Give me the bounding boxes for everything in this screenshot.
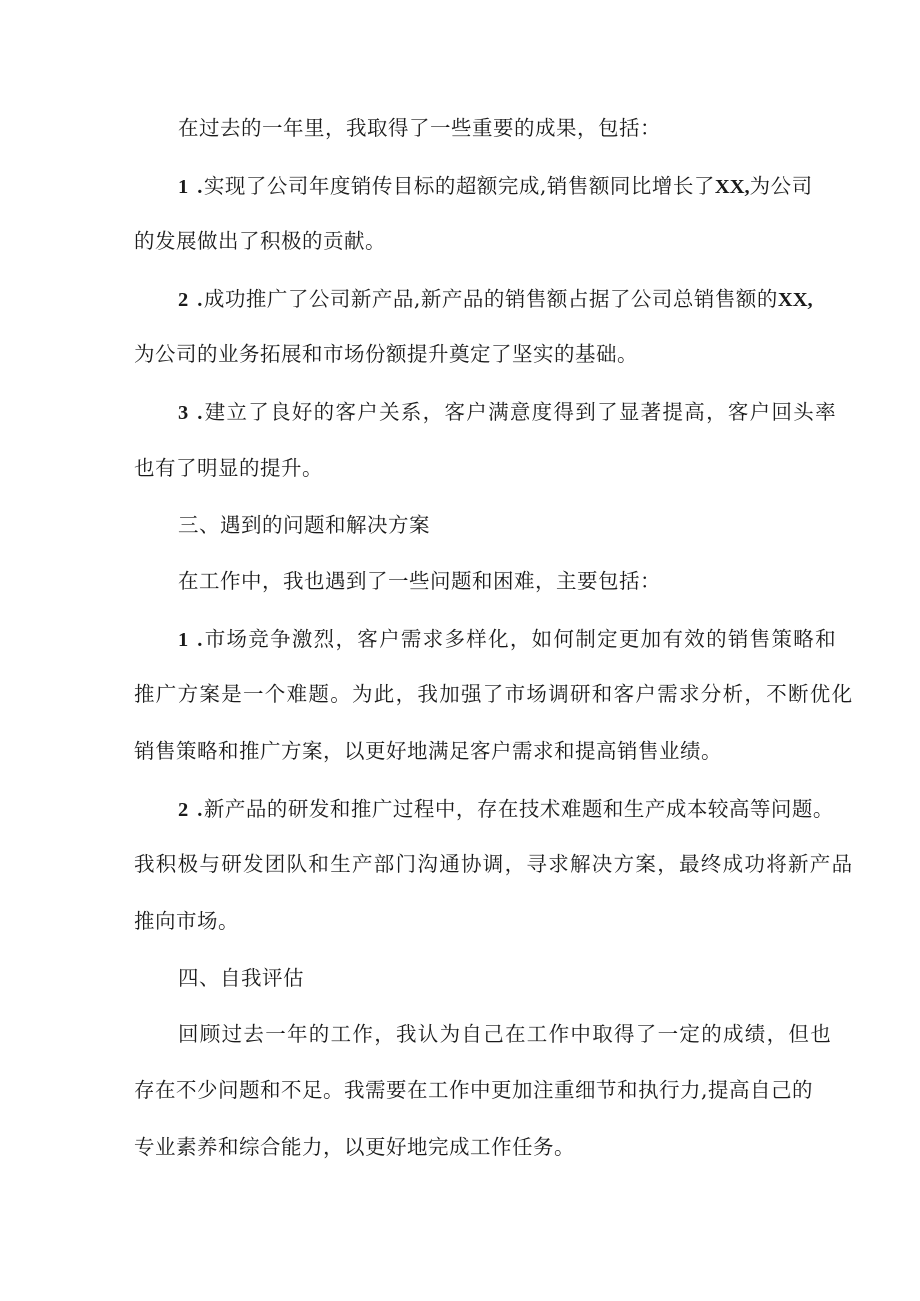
achievement-1-line-1 xyxy=(178,172,858,201)
self-assessment-line-3: 专业素养和综合能力，以更好地完成工作任务。 xyxy=(134,1135,575,1159)
problem-1-text: 市场竞争激烈，客户需求多样化，如何制定更加有效的销售策略和 xyxy=(204,627,837,651)
section-4-heading: 四、自我评估 xyxy=(178,966,304,990)
achievement-1-line-2: 的发展做出了积极的贡献。 xyxy=(134,229,386,253)
achievement-1-text-end: 为公司 xyxy=(749,174,813,198)
achievement-2-text: 成功推广了公司新产品,新产品的销售额占据了公司总销售额的 xyxy=(203,287,778,311)
achievement-3-line-2: 也有了明显的提升。 xyxy=(134,456,323,480)
achievement-1-number: 1 xyxy=(178,176,189,198)
problem-2-number: 2 xyxy=(178,799,189,821)
achievement-3-number: 3 xyxy=(178,402,189,424)
achievement-2-line-2: 为公司的业务拓展和市场份额提升奠定了坚实的基础。 xyxy=(134,342,638,366)
list-dot: . xyxy=(197,176,203,198)
list-dot: . xyxy=(197,402,204,424)
problem-2-text: 新产品的研发和推广过程中，存在技术难题和生产成本较高等问题。 xyxy=(203,797,834,821)
achievement-2-line-1 xyxy=(178,285,858,314)
section-3-intro: 在工作中，我也遇到了一些问题和困难，主要包括： xyxy=(178,569,661,593)
problem-2-line-1 xyxy=(178,795,858,824)
achievement-3-text: 建立了良好的客户关系，客户满意度得到了显著提高，客户回头率 xyxy=(204,400,837,424)
achievement-2-value: XX, xyxy=(777,289,813,311)
problem-1-line-2: 推广方案是一个难题。为此，我加强了市场调研和客户需求分析，不断优化 xyxy=(134,682,854,706)
achievement-1-value: XX, xyxy=(714,176,750,198)
list-dot: . xyxy=(197,289,203,311)
problem-2-line-2: 我积极与研发团队和生产部门沟通协调，寻求解决方案，最终成功将新产品 xyxy=(134,852,854,876)
problem-1-number: 1 xyxy=(178,629,189,651)
self-assessment-line-1: 回顾过去一年的工作，我认为自己在工作中取得了一定的成绩，但也 xyxy=(178,1022,832,1046)
list-dot: . xyxy=(197,629,204,651)
list-dot: . xyxy=(197,799,203,821)
achievement-2-number: 2 xyxy=(178,289,189,311)
achievement-1-text: 实现了公司年度销传目标的超额完成,销售额同比增长了 xyxy=(203,174,715,198)
intro-paragraph: 在过去的一年里，我取得了一些重要的成果，包括： xyxy=(178,116,661,140)
achievement-3-line-1 xyxy=(178,398,858,427)
problem-1-line-3: 销售策略和推广方案，以更好地满足客户需求和提高销售业绩。 xyxy=(134,739,722,763)
section-3-heading: 三、遇到的问题和解决方案 xyxy=(178,513,430,537)
self-assessment-line-2: 存在不少问题和不足。我需要在工作中更加注重细节和执行力,提高自己的 xyxy=(134,1078,814,1102)
problem-2-line-3: 推向市场。 xyxy=(134,909,239,933)
problem-1-line-1 xyxy=(178,625,858,654)
